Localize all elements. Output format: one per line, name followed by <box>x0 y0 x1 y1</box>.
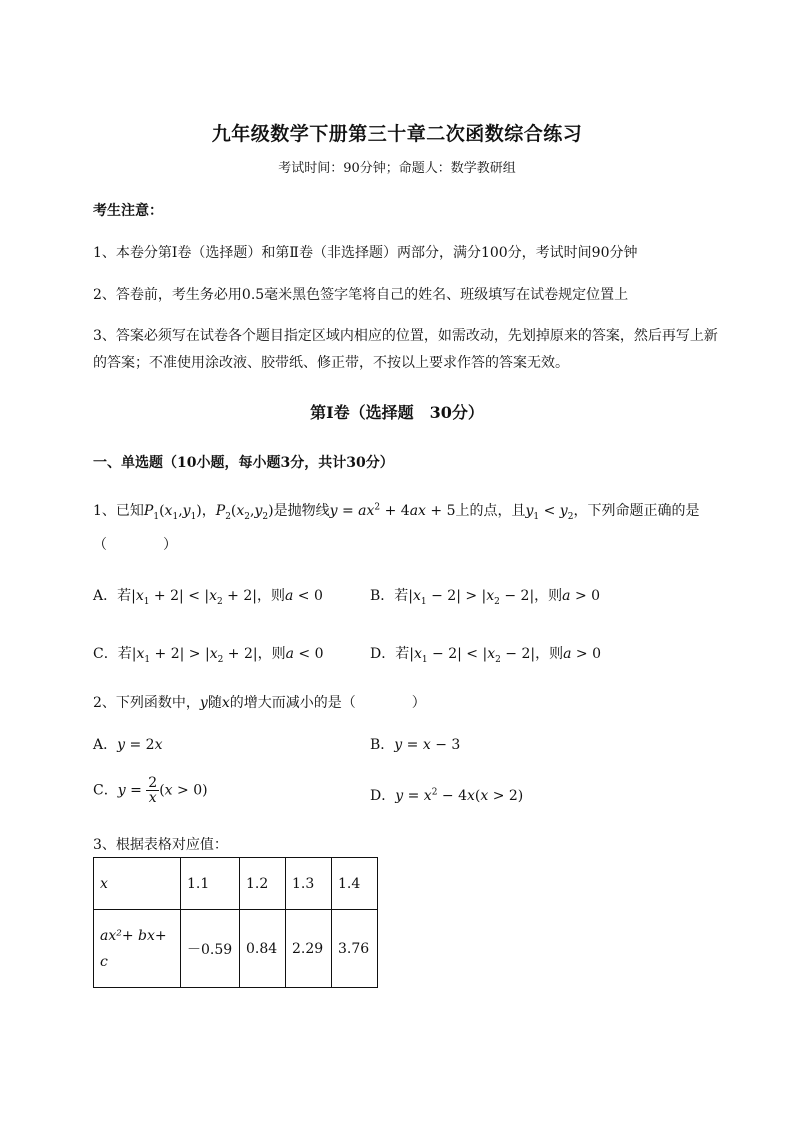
table-cell: 1.2 <box>240 858 286 910</box>
notice-heading: 考生注意： <box>93 203 163 219</box>
table-cell: ax²+ bx+ c <box>94 910 181 988</box>
q1-option-c[interactable]: C．若$|x_1 + 2| > |x_2 + 2|$，则a < 0 <box>93 646 324 665</box>
table-row <box>94 858 378 910</box>
exam-info: 考试时间：90分钟；命题人：数学教研组 <box>278 161 516 176</box>
question-1-answer-paren: （ ） <box>93 537 177 553</box>
table-row <box>94 910 378 988</box>
notice-item-3: 3、答案必须写在试卷各个题目指定区域内相应的位置，如需改动，先划掉原来的答案，然后再写上新 <box>93 328 718 344</box>
table-cell: 0.84 <box>240 910 286 988</box>
value-table <box>93 857 378 988</box>
q1-option-a[interactable]: A．若$|x_1 + 2| < |x_2 + 2|$，则a < 0 <box>93 588 323 607</box>
table-cell: －0.59 <box>181 910 240 988</box>
table-cell: 1.4 <box>332 858 378 910</box>
notice-item-3-cont: 的答案；不准使用涂改液、胶带纸、修正带，不按以上要求作答的答案无效。 <box>93 355 569 371</box>
question-1-stem: 1、已知$P_1(x_1,y_1)$，$P_2(x_2,y_2)$是抛物线$y = ax^2 + 4ax + 5$上的点，且$y_1 < y_2$，下列命题正确的是 <box>93 502 700 522</box>
section-title: 第I卷（选择题 30分） <box>310 403 484 422</box>
table-cell: 3.76 <box>332 910 378 988</box>
q2-option-c[interactable]: C．y = $\frac{2}{x}$ (x > 0) <box>93 775 208 806</box>
table-cell: 2.29 <box>286 910 332 988</box>
table-cell: 1.3 <box>286 858 332 910</box>
q1-option-b[interactable]: B．若$|x_1 - 2| > |x_2 - 2|$，则a > 0 <box>370 588 601 607</box>
q1-option-d[interactable]: D．若$|x_1 - 2| < |x_2 - 2|$，则a > 0 <box>370 646 602 665</box>
fraction: $\frac{2}{x}$ <box>148 775 158 806</box>
q2-option-b[interactable]: B．y = x − 3 <box>370 737 461 753</box>
table-cell: x <box>94 858 181 910</box>
question-2-stem: 2、下列函数中，y随x的增大而减小的是（ ） <box>93 695 426 711</box>
q2-option-a[interactable]: A．y = 2x <box>93 737 163 753</box>
notice-item-1: 1、本卷分第I卷（选择题）和第Ⅱ卷（非选择题）两部分，满分100分，考试时间90分钟 <box>93 245 638 261</box>
notice-item-2: 2、答卷前，考生务必用0.5毫米黑色签字笔将自己的姓名、班级填写在试卷规定位置上 <box>93 287 629 303</box>
page-title: 九年级数学下册第三十章二次函数综合练习 <box>211 123 583 145</box>
question-3-stem: 3、根据表格对应值： <box>93 837 228 853</box>
table-cell: 1.1 <box>181 858 240 910</box>
part-heading: 一、单选题（10小题，每小题3分，共计30分） <box>93 455 394 471</box>
q2-option-d[interactable]: D．$y = x^2 - 4x(x > 2)$ <box>370 787 524 804</box>
